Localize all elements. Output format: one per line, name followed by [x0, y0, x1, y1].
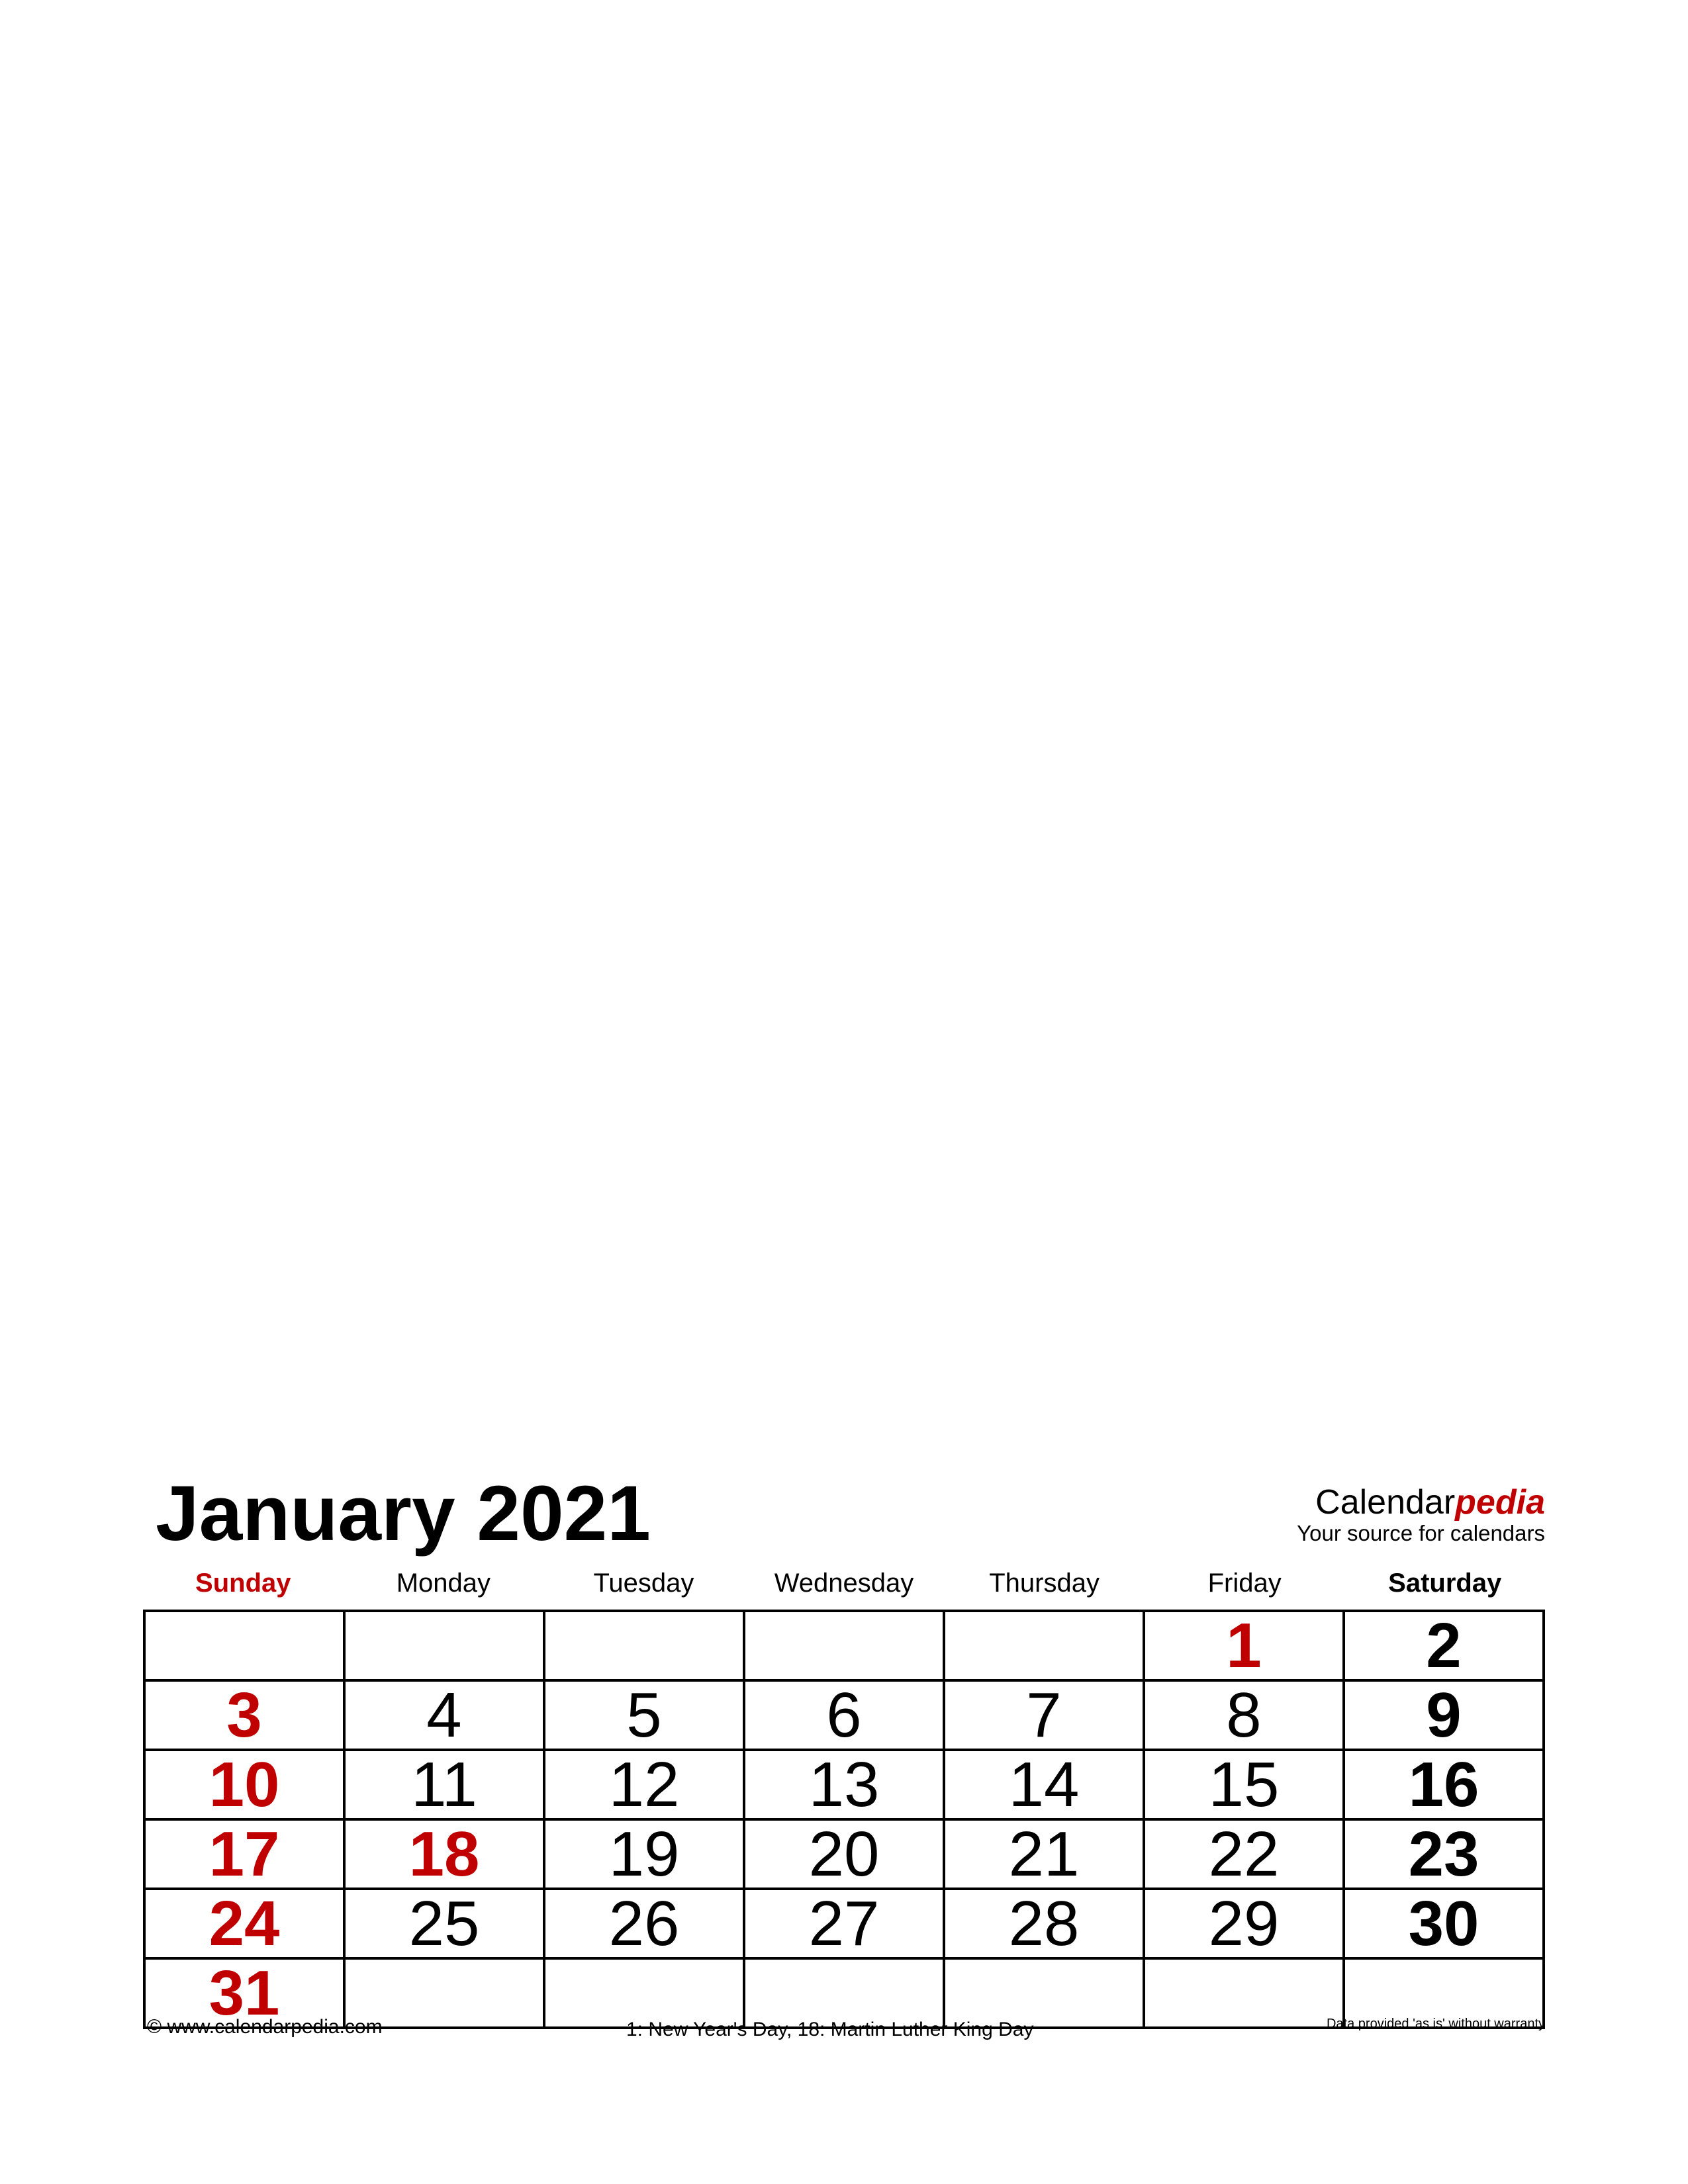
- day-cell: 11: [344, 1750, 544, 1819]
- empty-day-cell: [744, 1611, 944, 1680]
- week-row: [144, 1750, 1544, 1819]
- day-cell: 12: [544, 1750, 744, 1819]
- week-row: [144, 1819, 1544, 1889]
- day-cell: 26: [544, 1889, 744, 1958]
- empty-day-cell: [544, 1611, 744, 1680]
- day-cell: 5: [544, 1680, 744, 1750]
- day-cell: 28: [944, 1889, 1144, 1958]
- brand-name-accent: pedia: [1455, 1483, 1545, 1522]
- day-cell: 19: [544, 1819, 744, 1889]
- day-cell: 24: [144, 1889, 344, 1958]
- day-cell: 17: [144, 1819, 344, 1889]
- day-cell: 6: [744, 1680, 944, 1750]
- day-cell: 23: [1344, 1819, 1544, 1889]
- day-cell: 27: [744, 1889, 944, 1958]
- day-cell: 31: [144, 1958, 344, 2028]
- day-cell: 3: [144, 1680, 344, 1750]
- day-cell: 25: [344, 1889, 544, 1958]
- brand-logo: [1297, 1485, 1545, 1544]
- calendar-grid: [143, 1610, 1545, 2029]
- day-cell: 20: [744, 1819, 944, 1889]
- day-cell: 7: [944, 1680, 1144, 1750]
- week-row: [144, 1680, 1544, 1750]
- footer-disclaimer: Data provided 'as is' without warranty: [1326, 2017, 1545, 2031]
- weekday-monday: Monday: [396, 1569, 491, 1598]
- weekday-wednesday: Wednesday: [774, 1569, 914, 1598]
- brand-name-main: Calendar: [1315, 1483, 1456, 1522]
- day-cell: 2: [1344, 1611, 1544, 1680]
- brand-name: [1297, 1485, 1545, 1520]
- empty-day-cell: [144, 1611, 344, 1680]
- weekday-thursday: Thursday: [989, 1569, 1100, 1598]
- empty-day-cell: [1144, 1958, 1344, 2028]
- empty-day-cell: [744, 1958, 944, 2028]
- day-cell: 22: [1144, 1819, 1344, 1889]
- day-cell: 15: [1144, 1750, 1344, 1819]
- day-cell: 18: [344, 1819, 544, 1889]
- day-cell: 1: [1144, 1611, 1344, 1680]
- empty-day-cell: [544, 1958, 744, 2028]
- day-cell: 9: [1344, 1680, 1544, 1750]
- week-row: [144, 1889, 1544, 1958]
- day-cell: 21: [944, 1819, 1144, 1889]
- empty-day-cell: [344, 1611, 544, 1680]
- footer-holidays: 1: New Year's Day, 18: Martin Luther King Day: [626, 2019, 1034, 2040]
- weekday-header-row: [143, 1570, 1545, 1596]
- day-cell: 30: [1344, 1889, 1544, 1958]
- weekday-sunday: Sunday: [195, 1569, 291, 1598]
- empty-day-cell: [944, 1958, 1144, 2028]
- day-cell: 4: [344, 1680, 544, 1750]
- day-cell: 13: [744, 1750, 944, 1819]
- empty-day-cell: [944, 1611, 1144, 1680]
- calendar-title: January 2021: [156, 1470, 651, 1557]
- footer-copyright: © www.calendarpedia.com: [147, 2016, 383, 2038]
- weekday-saturday: Saturday: [1388, 1569, 1502, 1598]
- day-cell: 29: [1144, 1889, 1344, 1958]
- week-row: [144, 1611, 1544, 1680]
- brand-tagline: Your source for calendars: [1297, 1521, 1545, 1545]
- day-cell: 8: [1144, 1680, 1344, 1750]
- weekday-friday: Friday: [1207, 1569, 1282, 1598]
- weekday-tuesday: Tuesday: [593, 1569, 694, 1598]
- day-cell: 10: [144, 1750, 344, 1819]
- day-cell: 16: [1344, 1750, 1544, 1819]
- day-cell: 14: [944, 1750, 1144, 1819]
